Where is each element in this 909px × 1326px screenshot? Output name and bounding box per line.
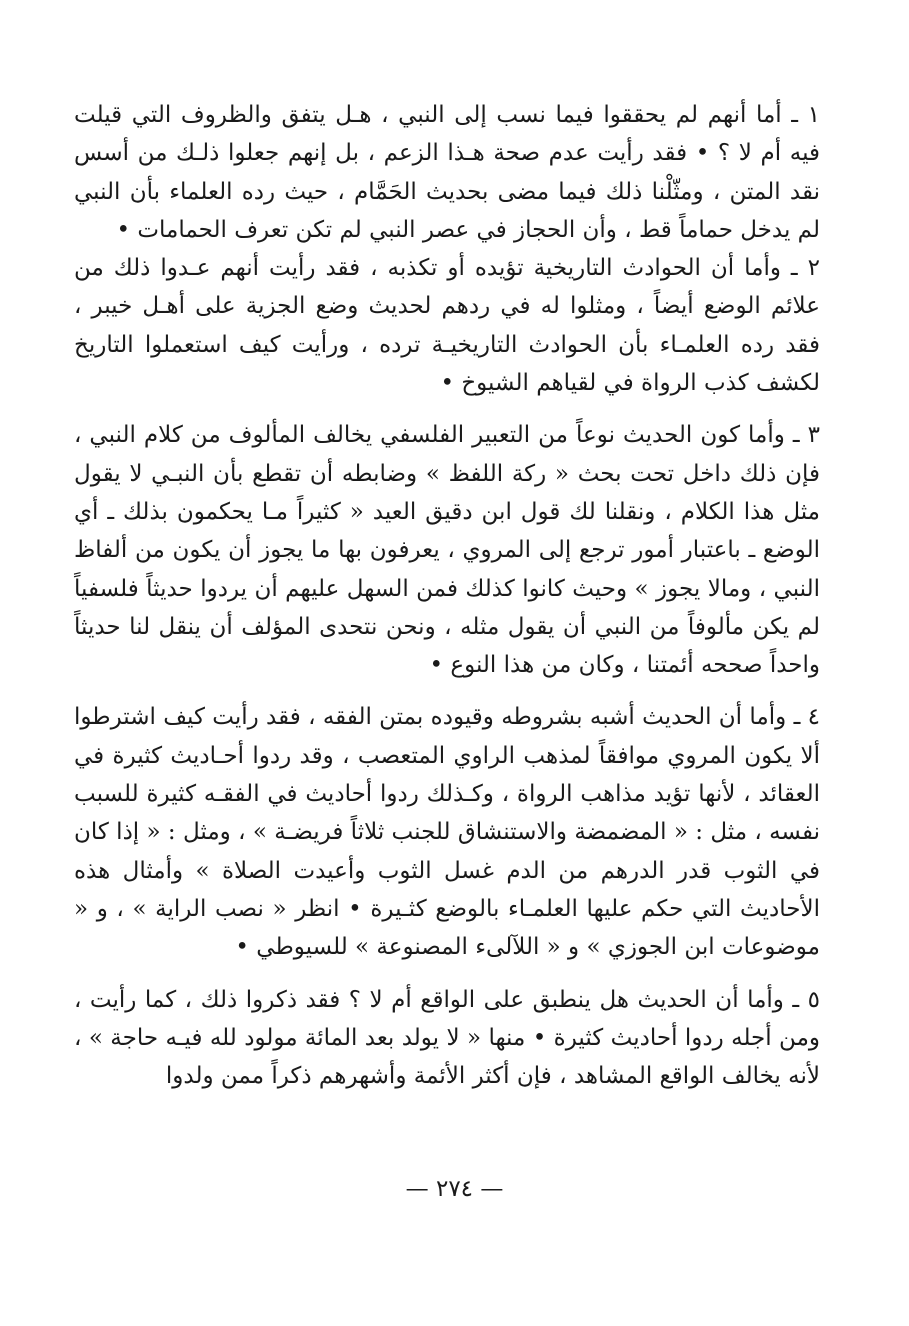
paragraph-4: ٤ ـ وأما أن الحديث أشبه بشروطه وقيوده بمتن الفقه ، فقد رأيت كيف اشترطوا ألا يكون المروي موافقاً لمذهب الراوي المتعصب ، وقد ردوا أحـاديث كثيرة في العقائد ، لأنها تؤيد مذاهب الرواة ، وكـذلك ردوا أحاديث في الفقـه كثيرة للسبب نفسه ، مثل : « المضمضة والاستنشاق للجنب ثلاثاً فريضـة » ، ومثل : « إذا كان في الثوب قدر الدرهم من الدم غسل الثوب وأعيدت الصلاة » وأمثال هذه الأحاديث التي حكم عليها العلمـاء بالوضع كثـيرة • انظر « نصب الراية » ، و « موضوعات ابن الجوزي » و « اللآلىء المصنوعة » للسيوطي • <box>74 704 820 961</box>
paragraph-3: ٣ ـ وأما كون الحديث نوعاً من التعبير الفلسفي يخالف المألوف من كلام النبي ، فإن ذلك داخل تحت بحث « ركة اللفظ » وضابطه أن تقطع بأن النبـي لا يقول مثل هذا الكلام ، ونقلنا لك قول ابن دقيق العيد « كثيراً مـا يحكمون بذلك ـ أي الوضع ـ باعتبار أمور ترجع إلى المروي ، يعرفون بها ما يجوز أن يكون من ألفاظ النبي ، ومالا يجوز » وحيث كانوا كذلك فمن السهل عليهم أن يردوا حديثاً فلسفياً لم يكن مألوفاً من النبي أن يقول مثله ، ونحن نتحدى المؤلف أن ينقل لنا حديثاً واحداً صححه أئمتنا ، وكان من هذا النوع • <box>74 422 820 679</box>
paragraph-1: ١ ـ أما أنهم لم يحققوا فيما نسب إلى النبي ، هـل يتفق والظروف التي قيلت فيه أم لا ؟ • فقد رأيت عدم صحة هـذا الزعم ، بل إنهم جعلوا ذلـك من أسس نقد المتن ، ومثّلْنا ذلك فيما مضى بحديث الحَمَّام ، حيث رده العلماء بأن النبي لم يدخل حماماً قط ، وأن الحجاز في عصر النبي لم تكن تعرف الحمامات • <box>74 102 820 243</box>
paragraph-5: ٥ ـ وأما أن الحديث هل ينطبق على الواقع أم لا ؟ فقد ذكروا ذلك ، كما رأيت ، ومن أجله ردوا أحاديث كثيرة • منها « لا يولد بعد المائة مولود لله فيـه حاجة » ، لأنه يخالف الواقع المشاهد ، فإن أكثر الأئمة وأشهرهم ذكراً ممن ولدوا <box>74 986 820 1090</box>
paragraph-2: ٢ ـ وأما أن الحوادث التاريخية تؤيده أو تكذبه ، فقد رأيت أنهم عـدوا ذلك من علائم الوضع أيضاً ، ومثلوا له في ردهم لحديث وضع الجزية على أهـل خيبر ، فقد رده العلمـاء بأن الحوادث التاريخيـة ترده ، ورأيت كيف استعملوا التاريخ لكشف كذب الرواة في لقياهم الشيوخ • <box>74 255 820 397</box>
page-body <box>74 96 820 1095</box>
page-number: — ٢٧٤ — <box>405 1176 504 1202</box>
